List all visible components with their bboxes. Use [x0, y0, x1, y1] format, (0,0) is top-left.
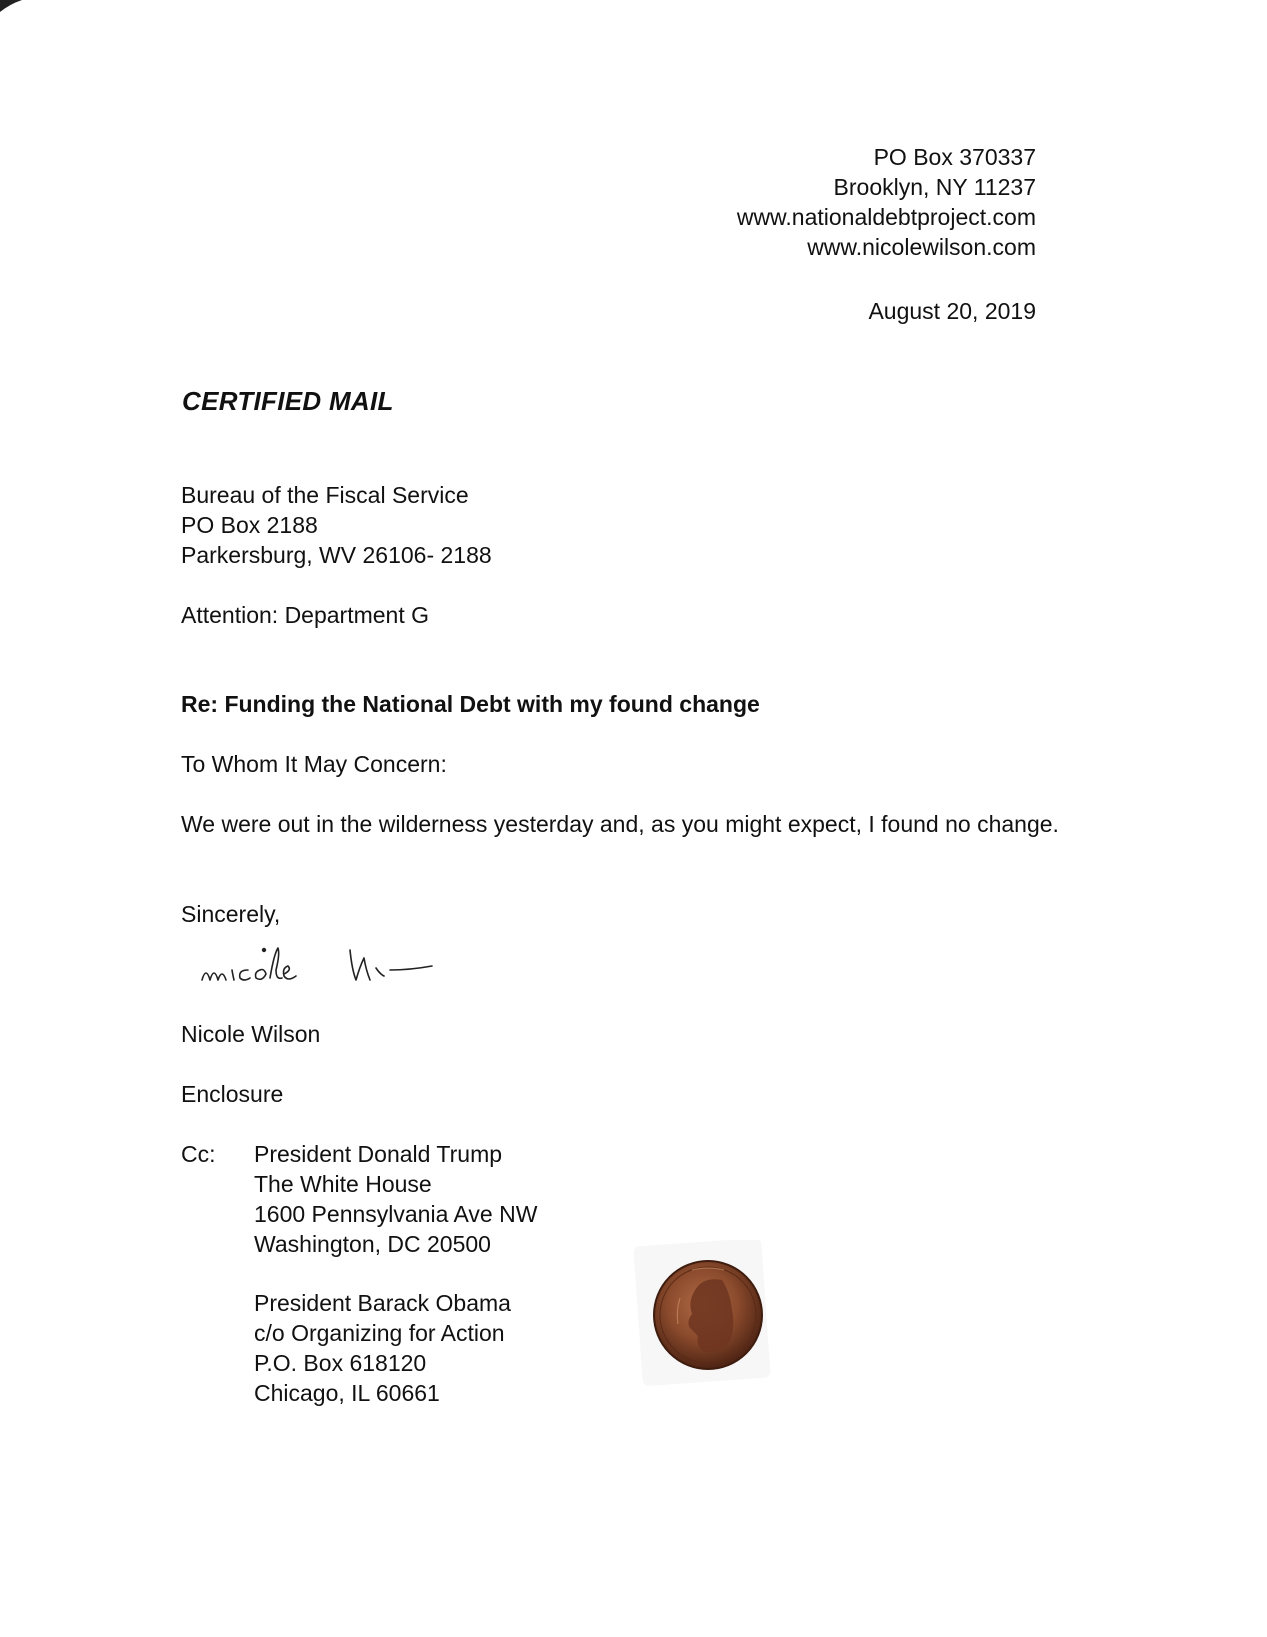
- recipient-address-line2: Parkersburg, WV 26106- 2188: [181, 542, 492, 568]
- penny-coin-icon: [632, 1240, 782, 1390]
- cc-recipient-line: P.O. Box 618120: [254, 1350, 427, 1376]
- cc-recipient-line: Washington, DC 20500: [254, 1231, 491, 1257]
- cc-recipient-line: President Donald Trump: [254, 1141, 503, 1167]
- cc-recipient-line: Chicago, IL 60661: [254, 1380, 440, 1406]
- subject-line: Re: Funding the National Debt with my found change: [181, 691, 760, 717]
- recipient-address-block: [181, 480, 492, 570]
- cc-recipient: [254, 1288, 511, 1408]
- cc-recipient-line: The White House: [254, 1171, 432, 1197]
- scan-corner-artifact: [0, 0, 60, 30]
- attention-line: Attention: Department G: [181, 602, 430, 628]
- recipient-address-line1: PO Box 2188: [181, 512, 318, 538]
- cc-recipient-line: President Barack Obama: [254, 1290, 511, 1316]
- signer-name: Nicole Wilson: [181, 1021, 321, 1047]
- sender-address-line2: Brooklyn, NY 11237: [833, 174, 1036, 200]
- enclosed-penny: [632, 1240, 782, 1390]
- cc-recipient-line: c/o Organizing for Action: [254, 1320, 505, 1346]
- cc-recipient: [254, 1139, 537, 1259]
- letter-date: August 20, 2019: [868, 298, 1036, 324]
- sender-address-line1: PO Box 370337: [873, 144, 1036, 170]
- body-paragraph: We were out in the wilderness yesterday and, as you might expect, I found no change.: [181, 811, 1059, 837]
- recipient-name: Bureau of the Fiscal Service: [181, 482, 469, 508]
- cc-label: Cc:: [181, 1141, 216, 1167]
- sender-address-block: [737, 142, 1036, 262]
- cc-recipient-line: 1600 Pennsylvania Ave NW: [254, 1201, 538, 1227]
- enclosure-note: Enclosure: [181, 1081, 284, 1107]
- sender-website-1: www.nationaldebtproject.com: [736, 204, 1036, 230]
- handwritten-signature: [200, 940, 460, 1010]
- closing: Sincerely,: [181, 901, 281, 927]
- salutation: To Whom It May Concern:: [181, 751, 447, 777]
- sender-website-2: www.nicolewilson.com: [807, 234, 1036, 260]
- certified-mail-heading: CERTIFIED MAIL: [182, 386, 394, 416]
